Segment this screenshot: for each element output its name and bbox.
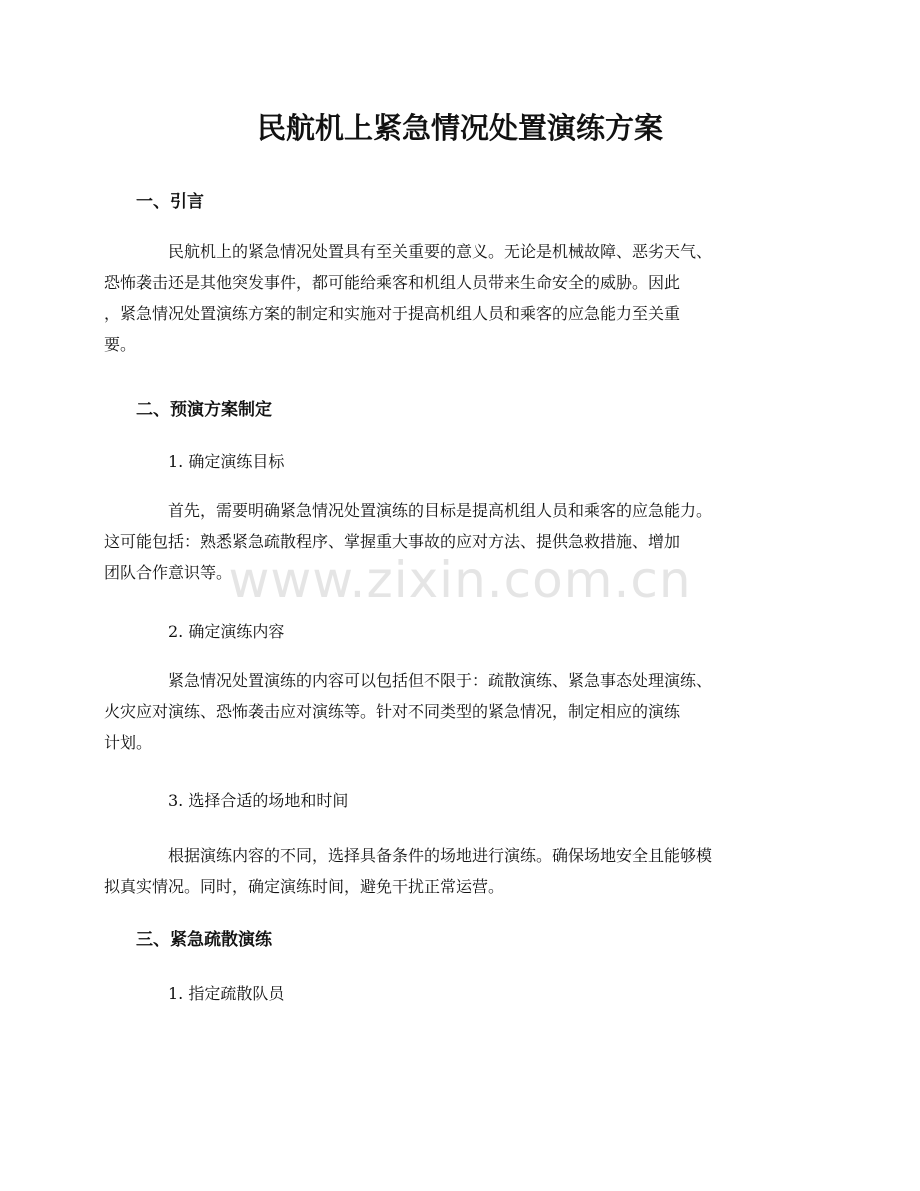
paragraph-line: 首先，需要明确紧急情况处置演练的目标是提高机组人员和乘客的应急能力。 bbox=[168, 501, 713, 520]
subsection-title-content: 2. 确定演练内容 bbox=[168, 622, 285, 641]
paragraph-line: 紧急情况处置演练的内容可以包括但不限于：疏散演练、紧急事态处理演练、 bbox=[168, 671, 713, 690]
subsection-title-evacuation-team: 1. 指定疏散队员 bbox=[168, 984, 285, 1003]
subsection-title-goals: 1. 确定演练目标 bbox=[168, 452, 285, 471]
paragraph-line: 火灾应对演练、恐怖袭击应对演练等。针对不同类型的紧急情况，制定相应的演练 bbox=[104, 702, 681, 721]
introduction-paragraph bbox=[104, 236, 786, 360]
subsection-title-venue: 3. 选择合适的场地和时间 bbox=[168, 791, 349, 810]
goals-paragraph bbox=[104, 495, 786, 588]
paragraph-line: 要。 bbox=[104, 335, 137, 354]
venue-paragraph bbox=[104, 840, 786, 902]
paragraph-line: 根据演练内容的不同，选择具备条件的场地进行演练。确保场地安全且能够模 bbox=[168, 846, 713, 865]
document-title: 民航机上紧急情况处置演练方案 bbox=[256, 111, 663, 145]
paragraph-line: 恐怖袭击还是其他突发事件，都可能给乘客和机组人员带来生命安全的威胁。因此 bbox=[104, 273, 681, 292]
watermark: www.zixin.com.cn bbox=[228, 551, 692, 609]
paragraph-line: ，紧急情况处置演练方案的制定和实施对于提高机组人员和乘客的应急能力至关重 bbox=[104, 304, 681, 323]
paragraph-line: 拟真实情况。同时，确定演练时间，避免干扰正常运营。 bbox=[104, 877, 505, 896]
paragraph-line: 计划。 bbox=[104, 733, 153, 752]
paragraph-line: 这可能包括：熟悉紧急疏散程序、掌握重大事故的应对方法、提供急救措施、增加 bbox=[104, 532, 681, 551]
paragraph-line: 民航机上的紧急情况处置具有至关重要的意义。无论是机械故障、恶劣天气、 bbox=[168, 242, 713, 261]
section-heading-evacuation: 三、紧急疏散演练 bbox=[136, 930, 272, 950]
paragraph-line: 团队合作意识等。 bbox=[104, 563, 233, 582]
section-heading-plan: 二、预演方案制定 bbox=[136, 400, 272, 420]
section-heading-introduction: 一、引言 bbox=[136, 192, 204, 212]
content-paragraph bbox=[104, 665, 786, 758]
